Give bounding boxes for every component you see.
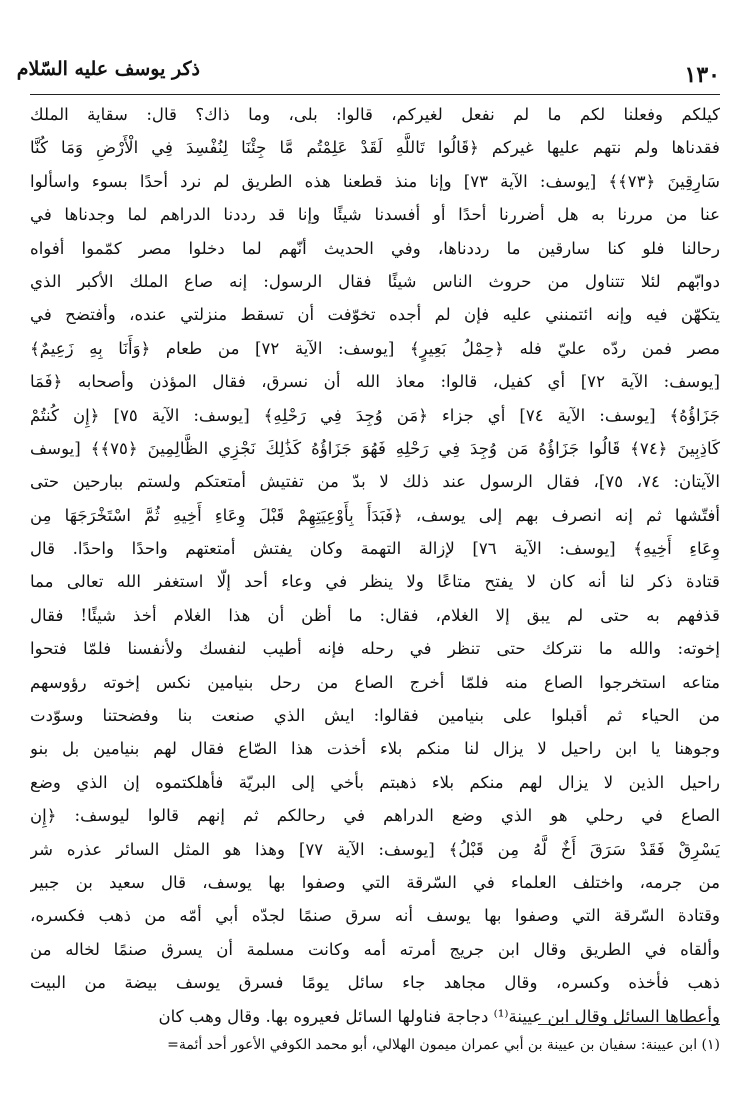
- text-line: دوابّهم لئلا تتناول من حروث الناس شيئًا فقال الرسول: إنه صاع الملك الأكبر الذي: [30, 271, 720, 291]
- text-line: متاعه استخرجوا الصاع منه فلمّا أخرج الصاع من رحل بنيامين نكس إخوته رؤوسهم: [30, 672, 720, 692]
- text-line: جَزَاؤُهُ﴾ [يوسف: الآية ٧٤] أي جزاء ﴿مَن وُجِدَ فِي رَحْلِهِ﴾ [يوسف: الآية ٧٥] ﴿إِن كُنتُمْ: [30, 405, 720, 425]
- text-line: وقتادة السّرقة التي وصفوا بها يوسف أنه سرق صنمًا لجدّه أبي أمّه من ذهب فكسره،: [30, 906, 720, 926]
- text-line: مصر فمن ردّه عليّ فله ﴿حِمْلُ بَعِيرٍ﴾ [يوسف: الآية ٧٢] من طعام ﴿وَأَنَا بِهِ زَعِيمٌ﴾: [30, 338, 720, 358]
- text-line: سَارِقِينَ ﴿٧٣﴾﴾ [يوسف: الآية ٧٣] وإنا منذ قطعنا هذه الطريق لم نرد أحدًا بسوء واسألوا: [30, 171, 720, 191]
- text-line: قذفهم به حتى لم يبق إلا الغلام، فقال: ما أظن أن هذا الغلام أخذ شيئًا! فقال: [30, 605, 720, 625]
- text-line: الصاع في رحلي هو الذي وضع الدراهم في رحالكم ثم إنهم قالوا ليوسف: ﴿إِن: [30, 806, 720, 826]
- text-line: قتادة ذكر لنا أنه كان لا يفتح متاعًا ولا ينظر في وعاء أحد إلّا استغفر الله تعالى مما: [30, 572, 720, 592]
- text-line: عنا من مررنا به هل أضررنا أحدًا أو أفسدنا شيئًا وإنا قد رددنا الدراهم لما وجدناها في: [30, 205, 720, 225]
- text-line: وِعَاءِ أَخِيهِ﴾ [يوسف: الآية ٧٦] لإزالة التهمة وكان يفتش أمتعتهم واحدًا واحدًا. قال: [30, 539, 720, 559]
- page-number: ١٣٠: [684, 62, 720, 88]
- footnote: (١) ابن عيينة: سفيان بن عيينة بن أبي عمران ميمون الهلالي، أبو محمد الكوفي الأعور أحد أئمة=: [167, 1037, 720, 1053]
- text-line: من الحياء ثم أقبلوا على بنيامين فقالوا: ايش الذي صنعت بنا وفضحتنا وسوّدت: [30, 706, 720, 726]
- running-title: ذكر يوسف عليه السّلام: [16, 58, 200, 80]
- text-line: وأعطاها السائل وقال ابن عيينة⁽¹⁾ دجاجة فناولها السائل فعيروه بها. وقال وهب كان: [158, 1006, 720, 1026]
- text-line: أفتّشها ثم إنه انصرف بهم إلى يوسف، ﴿فَبَدَأَ بِأَوْعِيَتِهِمْ قَبْلَ وِعَاءِ أَخِيهِ ثُمَّ اسْتَخْرَجَهَا مِن: [30, 505, 720, 525]
- text-line: الآيتان: ٧٤، ٧٥]، فقال الرسول عند ذلك لا بدّ من تفتيش أمتعتكم ولستم ببارحين حتى: [30, 472, 720, 492]
- text-line: من جرمه، واختلف العلماء في السّرقة التي وصفوا بها يوسف، قال سعيد بن جبير: [30, 872, 720, 892]
- text-line: فقدناها ولم نتهم عليها غيركم ﴿قَالُوا تَاللَّهِ لَقَدْ عَلِمْتُم مَّا جِئْنَا لِنُفْسِدَ فِي الْأَرْضِ وَمَا كُنَّا: [30, 138, 720, 158]
- main-text: [30, 98, 720, 1033]
- text-line: رحالنا فلو كنا سارقين ما رددناها، وفي الحديث أنّهم لما دخلوا مصر كمّموا أفواه: [30, 238, 720, 258]
- text-line: كيلكم وفعلنا لكم ما لم نفعل لغيركم، قالوا: بلى، وما ذاك؟ قال: سقاية الملك: [30, 105, 720, 124]
- page-header: [16, 58, 720, 92]
- text-line: راحيل الذين لا يزال لهم منكم بلاء ذهبتم بأخي إلى البريّة فأهلكتموه إن الذي وضع: [30, 772, 720, 792]
- text-line: وألقاه في الطريق وقال ابن جريج أمرته أمه وكانت مسلمة أن يسرق صنمًا لخاله من: [30, 939, 720, 959]
- text-line: ذهب فأخذه وكسره، وقال مجاهد جاء سائل يومًا فسرق يوسف بيضة من البيت: [30, 973, 720, 993]
- text-line: وجوهنا يا ابن راحيل لا يزال لنا منكم بلاء أخذت هذا الصّاع فقال لهم بنيامين بل بنو: [30, 739, 720, 759]
- text-line: [يوسف: الآية ٧٢] أي كفيل، قالوا: معاذ الله أن نسرق، فقال المؤذن وأصحابه ﴿فَمَا: [30, 372, 720, 392]
- header-divider: [30, 94, 720, 95]
- text-line: كَاذِبِينَ ﴿٧٤﴾ قَالُوا جَزَاؤُهُ مَن وُجِدَ فِي رَحْلِهِ فَهُوَ جَزَاؤُهُ كَذَٰلِكَ نَجْزِي الظَّالِمِينَ ﴿٧٥﴾﴾ [يوسف: [30, 438, 720, 458]
- text-line: يَسْرِقْ فَقَدْ سَرَقَ أَخٌ لَّهُ مِن قَبْلُ﴾ [يوسف: الآية ٧٧] وهذا هو المثل السائر عذره شر: [30, 839, 720, 859]
- text-line: يتكهّن فيه وإنه ائتمنني عليه فإن لم أجده تخوّفت أن تسقط منزلتي عنده، وأفتضح في: [30, 305, 720, 325]
- footnote-divider: [538, 1024, 720, 1025]
- text-line: إخوته: والله ما نتركك حتى تنظر في رحله فإنه أطيب لنفسك ولأنفسنا فلمّا فتحوا: [30, 639, 720, 659]
